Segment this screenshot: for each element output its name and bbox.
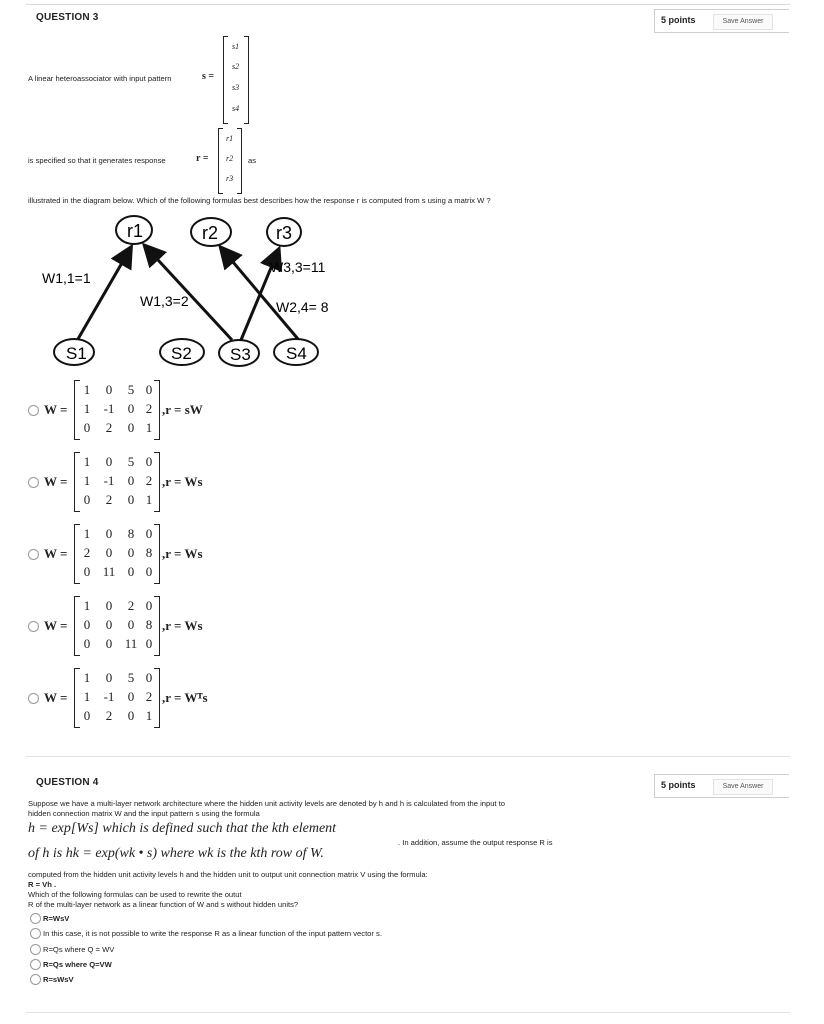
weight-label-w13: W1,3=2 xyxy=(140,293,189,309)
q3-option-4[interactable] xyxy=(26,592,326,652)
matrix-cell: 1 xyxy=(83,526,91,541)
points-label: 5 points xyxy=(661,15,696,25)
q4-line-6: R of the multi-layer network as a linear function of W and s without hidden units? xyxy=(28,900,299,909)
matrix-cell: 2 xyxy=(83,545,91,560)
q4-line-5: Which of the following formulas can be used to rewrite the outut xyxy=(28,890,242,899)
radio-button[interactable] xyxy=(30,959,41,970)
matrix-cell: 8 xyxy=(127,526,135,541)
matrix-cell: 0 xyxy=(83,564,91,579)
response-formula: ,r = sW xyxy=(162,402,203,417)
question-4-title: QUESTION 4 xyxy=(36,777,99,788)
matrix-cell: 8 xyxy=(145,545,153,560)
weight-label-w24: W2,4= 8 xyxy=(276,299,329,315)
matrix-cell: 2 xyxy=(127,598,135,613)
radio-button[interactable] xyxy=(30,928,41,939)
divider xyxy=(26,756,790,757)
matrix-row xyxy=(78,708,158,724)
matrix-w-label: W = xyxy=(44,690,68,705)
matrix-cell: 0 xyxy=(145,382,153,397)
r-vec-item: r1 xyxy=(226,134,234,143)
matrix-cell: 0 xyxy=(83,617,91,632)
save-answer-button[interactable]: Save Answer xyxy=(713,779,773,795)
matrix-cell: 0 xyxy=(105,545,113,560)
matrix-row xyxy=(78,473,158,489)
q3-intro-2: is specified so that it generates response xyxy=(28,156,166,165)
q3-option-3[interactable] xyxy=(26,520,326,580)
matrix-cell: -1 xyxy=(103,689,115,704)
radio-button[interactable] xyxy=(30,974,41,985)
matrix-cell: 5 xyxy=(127,454,135,469)
node-label-r2: r2 xyxy=(202,223,219,243)
matrix-cell: 0 xyxy=(127,617,135,632)
matrix-row xyxy=(78,598,158,614)
weight-label-w33: W3,3=11 xyxy=(270,259,326,275)
matrix-cell: 0 xyxy=(105,636,113,651)
node-label-s2: S2 xyxy=(171,344,192,363)
response-formula: ,r = Ws xyxy=(162,546,203,561)
s-vec-item: s1 xyxy=(232,42,240,51)
save-answer-button[interactable]: Save Answer xyxy=(713,14,773,30)
matrix-cell: 0 xyxy=(83,636,91,651)
radio-button[interactable] xyxy=(30,913,41,924)
matrix-cell: 0 xyxy=(145,636,153,651)
s-symbol: s = xyxy=(202,71,215,82)
node-label-r1: r1 xyxy=(127,221,144,241)
radio-button[interactable] xyxy=(30,944,41,955)
matrix-w xyxy=(74,596,160,656)
matrix-row xyxy=(78,670,158,686)
matrix-row xyxy=(78,564,158,580)
matrix-cell: -1 xyxy=(103,473,115,488)
weight-label-w11: W1,1=1 xyxy=(42,270,91,286)
matrix-cell: 5 xyxy=(127,670,135,685)
s-vec-item: s3 xyxy=(232,83,240,92)
edge-s1-r1 xyxy=(78,249,130,339)
matrix-row xyxy=(78,401,158,417)
matrix-cell: 0 xyxy=(105,526,113,541)
matrix-cell: 0 xyxy=(127,420,135,435)
matrix-cell: 0 xyxy=(127,564,135,579)
matrix-cell: 0 xyxy=(127,545,135,560)
matrix-cell: 0 xyxy=(127,473,135,488)
matrix-cell: 0 xyxy=(145,454,153,469)
matrix-cell: 11 xyxy=(102,564,116,579)
matrix-row xyxy=(78,492,158,508)
matrix-w xyxy=(74,524,160,584)
r-vector xyxy=(218,128,242,192)
matrix-cell: 1 xyxy=(83,382,91,397)
matrix-cell: 0 xyxy=(105,598,113,613)
q3-option-5[interactable] xyxy=(26,664,326,724)
node-label-s3: S3 xyxy=(230,345,251,364)
matrix-cell: 0 xyxy=(145,526,153,541)
matrix-cell: 2 xyxy=(105,420,113,435)
divider xyxy=(26,1012,790,1013)
matrix-w-label: W = xyxy=(44,402,68,417)
s-vec-item: s4 xyxy=(232,104,240,113)
matrix-cell: -1 xyxy=(103,401,115,416)
q4-option-label: R=Qs where Q=VW xyxy=(43,960,112,969)
response-formula: ,r = Wᵀs xyxy=(162,690,208,705)
radio-button[interactable] xyxy=(28,549,39,560)
matrix-cell: 2 xyxy=(145,689,153,704)
question-4-header xyxy=(26,770,790,796)
matrix-cell: 1 xyxy=(83,473,91,488)
question-4-panel xyxy=(26,770,790,1024)
question-3-header xyxy=(26,4,790,31)
r-vec-item: r2 xyxy=(226,154,234,163)
matrix-w xyxy=(74,452,160,512)
matrix-cell: 2 xyxy=(145,473,153,488)
matrix-cell: 1 xyxy=(145,492,153,507)
matrix-cell: 1 xyxy=(145,708,153,723)
node-label-r3: r3 xyxy=(276,223,293,243)
radio-button[interactable] xyxy=(28,405,39,416)
matrix-w-label: W = xyxy=(44,546,68,561)
points-box xyxy=(654,774,789,798)
matrix-row xyxy=(78,526,158,542)
matrix-cell: 0 xyxy=(105,617,113,632)
matrix-w-label: W = xyxy=(44,474,68,489)
q4-option-label: In this case, it is not possible to write the response R as a linear function of the input pattern vector s. xyxy=(43,929,382,938)
r-vec-item: r3 xyxy=(226,174,234,183)
matrix-cell: 8 xyxy=(145,617,153,632)
points-box xyxy=(654,9,789,33)
matrix-w-label: W = xyxy=(44,618,68,633)
q3-intro-2b: as xyxy=(248,156,257,165)
matrix-cell: 0 xyxy=(145,598,153,613)
matrix-row xyxy=(78,636,158,652)
q4-option-label: R=Qs where Q = WV xyxy=(43,945,115,954)
matrix-cell: 1 xyxy=(83,670,91,685)
q4-line-3: computed from the hidden unit activity levels h and the hidden unit to output unit connection matrix V using the formula: xyxy=(28,870,428,879)
radio-button[interactable] xyxy=(28,693,39,704)
q3-options xyxy=(26,376,326,756)
matrix-w xyxy=(74,668,160,728)
q4-equation-1b: . In addition, assume the output response R is xyxy=(398,838,553,847)
matrix-cell: 5 xyxy=(127,382,135,397)
matrix-cell: 2 xyxy=(105,708,113,723)
q4-equation-1: h = exp[Ws] which is defined such that the kth element xyxy=(28,821,337,836)
node-label-s4: S4 xyxy=(286,344,307,363)
response-formula: ,r = Ws xyxy=(162,618,203,633)
s-vec-item: s2 xyxy=(232,62,240,71)
matrix-cell: 2 xyxy=(105,492,113,507)
q3-option-2[interactable] xyxy=(26,448,326,508)
q3-option-1[interactable] xyxy=(26,376,326,436)
radio-button[interactable] xyxy=(28,621,39,632)
points-label: 5 points xyxy=(661,780,696,790)
network-diagram xyxy=(26,209,356,374)
matrix-cell: 0 xyxy=(83,708,91,723)
matrix-cell: 0 xyxy=(127,401,135,416)
q4-option-label: R=sWsV xyxy=(43,975,74,984)
matrix-cell: 0 xyxy=(105,670,113,685)
matrix-cell: 0 xyxy=(145,670,153,685)
matrix-cell: 0 xyxy=(83,420,91,435)
s-vector xyxy=(223,36,249,122)
matrix-cell: 2 xyxy=(145,401,153,416)
matrix-row xyxy=(78,454,158,470)
q4-option-label: R=WsV xyxy=(43,914,70,923)
matrix-cell: 0 xyxy=(127,708,135,723)
q4-line-2: hidden connection matrix W and the input pattern s using the formula xyxy=(28,809,260,818)
matrix-cell: 1 xyxy=(83,401,91,416)
response-formula: ,r = Ws xyxy=(162,474,203,489)
r-symbol: r = xyxy=(196,153,209,164)
node-label-s1: S1 xyxy=(66,344,87,363)
matrix-cell: 0 xyxy=(127,492,135,507)
question-3-title: QUESTION 3 xyxy=(36,12,99,23)
q4-line-4: R = Vh . xyxy=(28,880,57,889)
matrix-row xyxy=(78,420,158,436)
radio-button[interactable] xyxy=(28,477,39,488)
matrix-row xyxy=(78,689,158,705)
question-3-panel xyxy=(26,4,790,756)
matrix-cell: 1 xyxy=(83,598,91,613)
matrix-cell: 1 xyxy=(145,420,153,435)
matrix-cell: 0 xyxy=(127,689,135,704)
q4-line-1: Suppose we have a multi-layer network architecture where the hidden unit activity levels are denoted by h and h is calculated from the input to xyxy=(28,799,505,808)
matrix-row xyxy=(78,617,158,633)
matrix-row xyxy=(78,382,158,398)
q3-intro-1: A linear heteroassociator with input pattern xyxy=(28,74,172,83)
matrix-cell: 0 xyxy=(105,382,113,397)
matrix-w xyxy=(74,380,160,440)
matrix-cell: 1 xyxy=(83,689,91,704)
q3-intro-3: illustrated in the diagram below. Which of the following formulas best describes how the response r is computed from s using a matrix W ? xyxy=(28,196,491,205)
q4-equation-2: of h is hk = exp(wk • s) where wk is the kth row of W. xyxy=(28,846,324,861)
matrix-cell: 1 xyxy=(83,454,91,469)
matrix-cell: 0 xyxy=(83,492,91,507)
matrix-row xyxy=(78,545,158,561)
matrix-cell: 0 xyxy=(105,454,113,469)
matrix-cell: 11 xyxy=(124,636,138,651)
matrix-cell: 0 xyxy=(145,564,153,579)
